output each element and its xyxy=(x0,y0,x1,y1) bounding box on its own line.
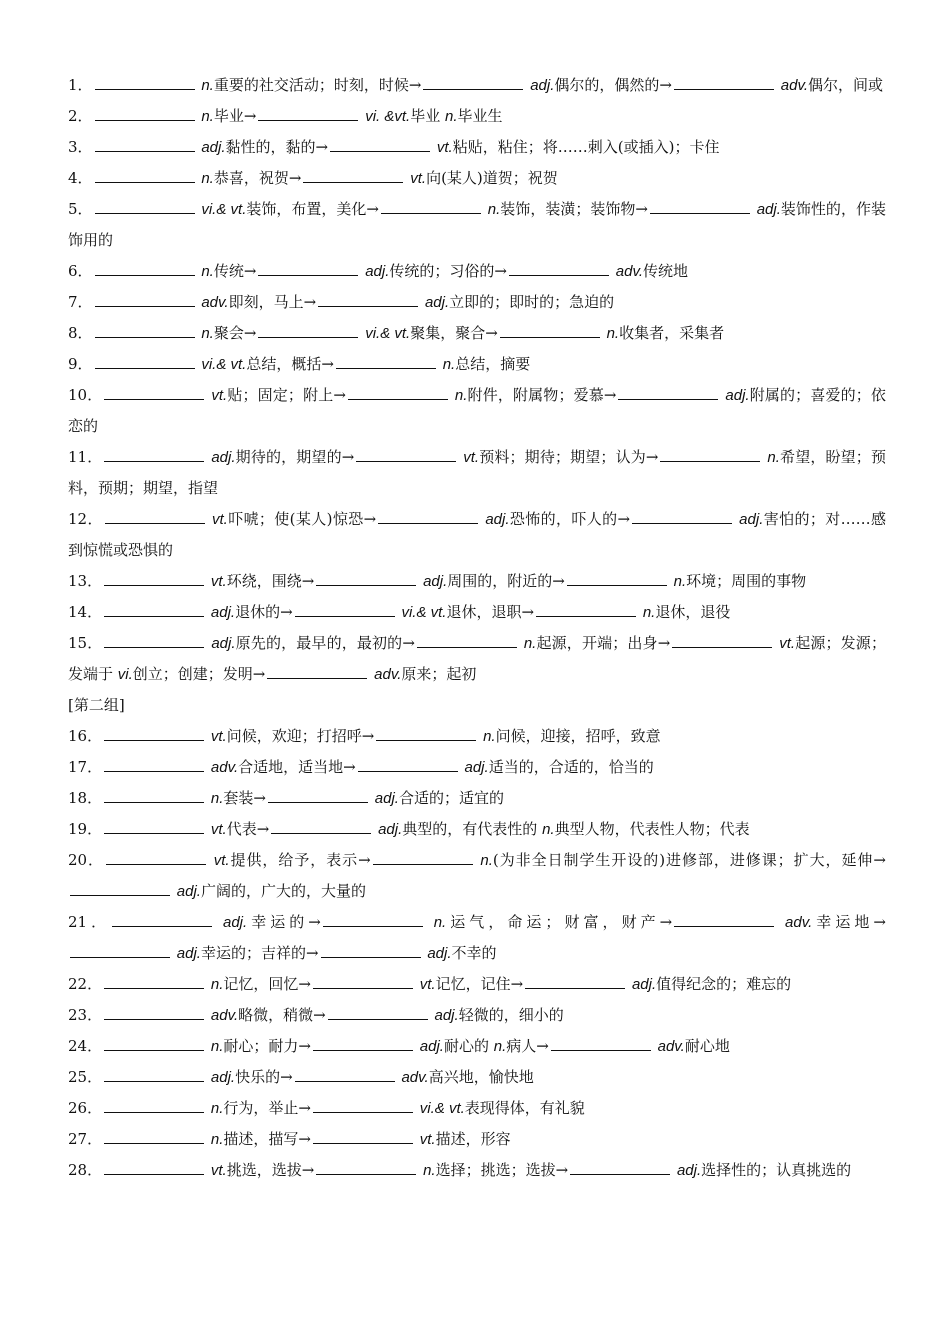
definition-text: 起源，开端；出身→ xyxy=(536,634,671,652)
exercise-item: 16． vt.问候，欢迎；打招呼→ n.问候，迎接，招呼，致意 xyxy=(68,727,661,745)
part-of-speech: adj. xyxy=(725,387,750,404)
answer-blank[interactable] xyxy=(95,199,195,214)
definition-text: 运气，命运；财富，财产→ xyxy=(446,913,673,931)
part-of-speech: adj. xyxy=(176,945,201,962)
definition-text: 周围的，附近的→ xyxy=(447,572,565,590)
answer-blank[interactable] xyxy=(104,819,204,834)
part-of-speech: n. xyxy=(523,635,537,652)
definition-text: 预料；期待；期望；认为→ xyxy=(479,448,659,466)
answer-blank[interactable] xyxy=(313,974,413,989)
exercise-document xyxy=(68,70,886,1186)
definition-text: 聚集，聚合→ xyxy=(410,324,498,342)
exercise-item: 22． n.记忆，回忆→ vt.记忆，记住→ adj.值得纪念的；难忘的 xyxy=(68,975,792,993)
answer-blank[interactable] xyxy=(95,323,195,338)
answer-blank[interactable] xyxy=(313,1098,413,1113)
answer-blank[interactable] xyxy=(318,292,418,307)
part-of-speech: n. xyxy=(493,1038,507,1055)
answer-blank[interactable] xyxy=(567,571,667,586)
part-of-speech: vt. xyxy=(463,449,480,466)
exercise-item: 26． n.行为，举止→ vi.& vt.表现得体，有礼貌 xyxy=(68,1099,585,1117)
part-of-speech: n. xyxy=(201,263,214,280)
answer-blank[interactable] xyxy=(95,354,195,369)
part-of-speech: adj. xyxy=(739,511,764,528)
exercise-item: 11． adj.期待的，期望的→ vt.预料；期待；期望；认为→ n.希望，盼望；预料，预期；期望，指望 xyxy=(68,448,886,497)
answer-blank[interactable] xyxy=(112,912,212,927)
part-of-speech: n. xyxy=(210,1038,224,1055)
exercise-item: 20． vt.提供，给予，表示→ n.(为非全日制学生开设的)进修部，进修课；扩大，延伸→ adj.广阔的，广大的，大量的 xyxy=(68,851,886,900)
part-of-speech: adj. xyxy=(222,914,248,931)
definition-text: 粘贴，粘住；将……刺入(或插入)；卡住 xyxy=(452,138,720,156)
definition-text: 收集者，采集者 xyxy=(619,324,725,342)
exercise-item: 27． n.描述，描写→ vt.描述，形容 xyxy=(68,1130,511,1148)
part-of-speech: n. xyxy=(201,77,214,94)
answer-blank[interactable] xyxy=(330,137,430,152)
answer-blank[interactable] xyxy=(295,602,395,617)
answer-blank[interactable] xyxy=(674,912,774,927)
answer-blank[interactable] xyxy=(373,850,473,865)
definition-text: 不幸的 xyxy=(451,944,497,962)
definition-text: 套装→ xyxy=(223,789,266,807)
definition-text: 值得纪念的；难忘的 xyxy=(656,975,792,993)
definition-text: 装饰，布置，美化→ xyxy=(246,200,379,218)
item-number: 2 xyxy=(68,107,78,125)
answer-blank[interactable] xyxy=(104,1005,204,1020)
part-of-speech: adj. xyxy=(210,604,236,621)
part-of-speech: n. xyxy=(454,387,468,404)
exercise-item: 19． vt.代表→ adj.典型的，有代表性的 n.典型人物，代表性人物；代表 xyxy=(68,820,750,838)
part-of-speech: adv. xyxy=(210,759,239,776)
definition-text: 向(某人)道贺；祝贺 xyxy=(426,169,558,187)
part-of-speech: vi.& vt. xyxy=(365,325,411,342)
definition-text: 传统→ xyxy=(213,262,257,280)
exercise-item: 21． adj.幸运的→ n.运气，命运；财富，财产→ adv.幸运地→ adj.幸运的；吉祥的→ adj.不幸的 xyxy=(68,913,886,962)
part-of-speech: n. xyxy=(445,108,458,125)
definition-text: 问候，欢迎；打招呼→ xyxy=(226,727,375,745)
part-of-speech: n. xyxy=(542,821,555,838)
item-number: 9 xyxy=(68,355,78,373)
part-of-speech: vi.& vt. xyxy=(419,1100,465,1117)
answer-blank[interactable] xyxy=(268,788,368,803)
section-heading: [第二组] xyxy=(68,696,125,714)
definition-text: 即刻，马上→ xyxy=(228,293,317,311)
exercise-item: 15． adj.原先的，最早的，最初的→ n.起源，开端；出身→ vt.起源；发源；发端于 vi.创立；创建；发明→ adv.原来；起初 xyxy=(68,634,886,683)
item-number: 18 xyxy=(68,789,88,807)
answer-blank[interactable] xyxy=(632,509,732,524)
part-of-speech: n. xyxy=(442,356,456,373)
exercise-item: 9． vi.& vt.总结，概括→ n.总结，摘要 xyxy=(68,355,531,373)
exercise-item: 18． n.套装→ adj.合适的；适宜的 xyxy=(68,789,504,807)
answer-blank[interactable] xyxy=(70,943,170,958)
definition-text: 典型的，有代表性的 xyxy=(402,820,543,838)
part-of-speech: n. xyxy=(201,170,214,187)
part-of-speech: adj. xyxy=(756,201,781,218)
answer-blank[interactable] xyxy=(536,602,636,617)
answer-blank[interactable] xyxy=(70,881,170,896)
definition-text: 装饰，装潢；装饰物→ xyxy=(500,200,648,218)
definition-text: 耐心地 xyxy=(684,1037,730,1055)
definition-text: 退休的→ xyxy=(235,603,293,621)
definition-text: 记忆，回忆→ xyxy=(223,975,311,993)
answer-blank[interactable] xyxy=(348,385,448,400)
item-number: 12 xyxy=(68,510,88,528)
part-of-speech: adv. xyxy=(780,77,809,94)
part-of-speech: vt. xyxy=(419,976,436,993)
item-number: 23 xyxy=(68,1006,88,1024)
part-of-speech: adj. xyxy=(434,1007,459,1024)
part-of-speech: n. xyxy=(480,852,493,869)
answer-blank[interactable] xyxy=(674,75,774,90)
part-of-speech: n. xyxy=(606,325,620,342)
definition-text: 害怕的；对……感到惊慌或恐惧的 xyxy=(68,510,886,559)
part-of-speech: adj. xyxy=(378,821,403,838)
definition-text: 贴；固定；附上→ xyxy=(227,386,346,404)
answer-blank[interactable] xyxy=(672,633,772,648)
answer-blank[interactable] xyxy=(104,385,204,400)
answer-blank[interactable] xyxy=(500,323,600,338)
answer-blank[interactable] xyxy=(423,75,523,90)
exercise-item: 1． n.重要的社交活动；时刻，时候→ adj.偶尔的，偶然的→ adv.偶尔，间或 xyxy=(68,76,884,94)
part-of-speech: vt. xyxy=(210,573,227,590)
part-of-speech: n. xyxy=(483,728,496,745)
part-of-speech: adv. xyxy=(657,1038,685,1055)
definition-text: 耐心；耐力→ xyxy=(223,1037,311,1055)
part-of-speech: adj. xyxy=(176,883,201,900)
definition-text: 创立；创建；发明→ xyxy=(132,665,266,683)
definition-text: 描述，形容 xyxy=(435,1130,511,1148)
answer-blank[interactable] xyxy=(313,1036,413,1051)
part-of-speech: adv. xyxy=(201,294,229,311)
definition-text: 聚会→ xyxy=(213,324,257,342)
exercise-item: 7． adv.即刻，马上→ adj.立即的；即时的；急迫的 xyxy=(68,293,615,311)
part-of-speech: adj. xyxy=(676,1162,702,1179)
definition-text: 提供，给予，表示→ xyxy=(229,851,371,869)
definition-text: 总结，摘要 xyxy=(455,355,531,373)
definition-text: 装饰性的，作装饰用的 xyxy=(68,200,886,249)
answer-blank[interactable] xyxy=(258,261,358,276)
part-of-speech: adj. xyxy=(374,790,399,807)
answer-blank[interactable] xyxy=(650,199,750,214)
definition-text: 快乐的→ xyxy=(235,1068,293,1086)
definition-text: 传统的；习俗的→ xyxy=(389,262,507,280)
definition-text: 记忆，记住→ xyxy=(435,975,524,993)
definition-text: 合适地，适当地→ xyxy=(238,758,356,776)
definition-text: 黏性的，黏的→ xyxy=(225,138,329,156)
answer-blank[interactable] xyxy=(313,1129,413,1144)
definition-text: 恭喜，祝贺→ xyxy=(213,169,302,187)
definition-text: (为非全日制学生开设的)进修部，进修课；扩大，延伸→ xyxy=(492,851,886,869)
answer-blank[interactable] xyxy=(104,1036,204,1051)
answer-blank[interactable] xyxy=(104,1160,204,1175)
definition-text: 适当的，合适的，恰当的 xyxy=(488,758,654,776)
part-of-speech: adv. xyxy=(210,1007,239,1024)
item-number: 16 xyxy=(68,727,88,745)
answer-blank[interactable] xyxy=(358,757,458,772)
definition-text: 环绕，围绕→ xyxy=(226,572,315,590)
answer-blank[interactable] xyxy=(336,354,436,369)
item-number: 27 xyxy=(68,1130,88,1148)
item-number: 28 xyxy=(68,1161,88,1179)
part-of-speech: vt. xyxy=(419,1131,436,1148)
item-number: 25 xyxy=(68,1068,88,1086)
part-of-speech: n. xyxy=(201,325,214,342)
definition-text: 传统地 xyxy=(643,262,689,280)
definition-text: 退休，退职→ xyxy=(446,603,535,621)
part-of-speech: vi. xyxy=(117,666,133,683)
answer-blank[interactable] xyxy=(525,974,625,989)
definition-text: 希望，盼望；预料，预期；期望，指望 xyxy=(68,448,886,497)
part-of-speech: adj. xyxy=(423,573,448,590)
item-number: 19 xyxy=(68,820,88,838)
answer-blank[interactable] xyxy=(104,1098,204,1113)
part-of-speech: n. xyxy=(210,1131,224,1148)
part-of-speech: adj. xyxy=(485,511,510,528)
definition-text: 吓唬；使(某人)惊恐→ xyxy=(227,510,377,528)
answer-blank[interactable] xyxy=(551,1036,651,1051)
part-of-speech: adj. xyxy=(365,263,390,280)
item-number: 1 xyxy=(68,76,78,94)
part-of-speech: adv. xyxy=(785,914,813,931)
answer-blank[interactable] xyxy=(271,819,371,834)
exercise-item: 5． vi.& vt.装饰，布置，美化→ n.装饰，装潢；装饰物→ adj.装饰性的，作装饰用的 xyxy=(68,200,886,249)
answer-blank[interactable] xyxy=(104,757,204,772)
exercise-item: 17． adv.合适地，适当地→ adj.适当的，合适的，恰当的 xyxy=(68,758,654,776)
definition-text: 原来；起初 xyxy=(401,665,477,683)
item-number: 14 xyxy=(68,603,88,621)
item-number: 20 xyxy=(68,851,88,869)
definition-text: 毕业→ xyxy=(213,107,257,125)
part-of-speech: vt. xyxy=(211,387,228,404)
definition-text: 选择；挑选；选拔→ xyxy=(435,1161,569,1179)
answer-blank[interactable] xyxy=(417,633,517,648)
exercise-item: 24． n.耐心；耐力→ adj.耐心的 n.病人→ adv.耐心地 xyxy=(68,1037,730,1055)
part-of-speech: vt. xyxy=(213,852,230,869)
part-of-speech: n. xyxy=(487,201,501,218)
part-of-speech: vt. xyxy=(210,821,227,838)
answer-blank[interactable] xyxy=(104,602,204,617)
definition-text: 毕业生 xyxy=(457,107,503,125)
part-of-speech: adj. xyxy=(211,449,236,466)
answer-blank[interactable] xyxy=(104,1129,204,1144)
answer-blank[interactable] xyxy=(95,292,195,307)
answer-blank[interactable] xyxy=(95,137,195,152)
part-of-speech: vt. xyxy=(211,511,228,528)
item-number: 11 xyxy=(68,448,88,466)
item-number: 24 xyxy=(68,1037,88,1055)
answer-blank[interactable] xyxy=(376,726,476,741)
part-of-speech: vt. xyxy=(779,635,796,652)
part-of-speech: n. xyxy=(433,914,447,931)
part-of-speech: n. xyxy=(642,604,656,621)
answer-blank[interactable] xyxy=(356,447,456,462)
part-of-speech: adj. xyxy=(210,1069,236,1086)
answer-blank[interactable] xyxy=(303,168,403,183)
part-of-speech: adj. xyxy=(530,77,555,94)
part-of-speech: n. xyxy=(210,976,224,993)
answer-blank[interactable] xyxy=(316,1160,416,1175)
part-of-speech: vi.& vt. xyxy=(201,356,247,373)
answer-blank[interactable] xyxy=(95,168,195,183)
definition-text: 幸运的→ xyxy=(247,913,321,931)
answer-blank[interactable] xyxy=(104,974,204,989)
answer-blank[interactable] xyxy=(618,385,718,400)
part-of-speech: n. xyxy=(673,573,687,590)
part-of-speech: vt. xyxy=(210,1162,227,1179)
part-of-speech: n. xyxy=(767,449,780,466)
definition-text: 描述，描写→ xyxy=(223,1130,311,1148)
definition-text: 偶尔，间或 xyxy=(808,76,884,94)
definition-text: 选择性的；认真挑选的 xyxy=(701,1161,852,1179)
part-of-speech: adj. xyxy=(211,635,236,652)
definition-text: 偶尔的，偶然的→ xyxy=(554,76,672,94)
exercise-item: 4． n.恭喜，祝贺→ vt.向(某人)道贺；祝贺 xyxy=(68,169,558,187)
answer-blank[interactable] xyxy=(104,1067,204,1082)
answer-blank[interactable] xyxy=(378,509,478,524)
exercise-item: 6． n.传统→ adj.传统的；习俗的→ adv.传统地 xyxy=(68,262,689,280)
part-of-speech: adv. xyxy=(401,1069,429,1086)
definition-text: 恐怖的，吓人的→ xyxy=(509,510,631,528)
part-of-speech: vi.& vt. xyxy=(401,604,447,621)
item-number: 17 xyxy=(68,758,88,776)
answer-blank[interactable] xyxy=(95,261,195,276)
answer-blank[interactable] xyxy=(570,1160,670,1175)
part-of-speech: n. xyxy=(201,108,214,125)
part-of-speech: n. xyxy=(423,1162,436,1179)
definition-text: 总结，概括→ xyxy=(246,355,334,373)
exercise-item: 3． adj.黏性的，黏的→ vt.粘贴，粘住；将……刺入(或插入)；卡住 xyxy=(68,138,720,156)
definition-text: 问候，迎接，招呼，致意 xyxy=(495,727,661,745)
item-number: 6 xyxy=(68,262,78,280)
definition-text: 挑选，选拔→ xyxy=(226,1161,315,1179)
exercise-item: 25． adj.快乐的→ adv.高兴地，愉快地 xyxy=(68,1068,534,1086)
answer-blank[interactable] xyxy=(381,199,481,214)
item-number: 15 xyxy=(68,634,88,652)
answer-blank[interactable] xyxy=(323,912,423,927)
definition-text: 高兴地，愉快地 xyxy=(428,1068,534,1086)
part-of-speech: adj. xyxy=(631,976,657,993)
exercise-item: 8． n.聚会→ vi.& vt.聚集，聚合→ n.收集者，采集者 xyxy=(68,324,725,342)
item-number: 7 xyxy=(68,293,78,311)
answer-blank[interactable] xyxy=(104,633,204,648)
part-of-speech: n. xyxy=(210,790,224,807)
definition-text: 立即的；即时的；急迫的 xyxy=(449,293,615,311)
part-of-speech: vt. xyxy=(436,139,453,156)
answer-blank[interactable] xyxy=(104,571,204,586)
definition-text: 略微，稍微→ xyxy=(238,1006,326,1024)
item-number: 13 xyxy=(68,572,88,590)
answer-blank[interactable] xyxy=(105,509,205,524)
definition-text: 典型人物，代表性人物；代表 xyxy=(554,820,750,838)
answer-blank[interactable] xyxy=(104,447,204,462)
item-number: 5 xyxy=(68,200,78,218)
part-of-speech: vt. xyxy=(410,170,427,187)
answer-blank[interactable] xyxy=(509,261,609,276)
answer-blank[interactable] xyxy=(267,664,367,679)
exercise-item: 23． adv.略微，稍微→ adj.轻微的，细小的 xyxy=(68,1006,564,1024)
definition-text: 广阔的，广大的，大量的 xyxy=(200,882,366,900)
definition-text: 幸运地→ xyxy=(812,913,886,931)
item-number: 3 xyxy=(68,138,78,156)
item-number: 21 xyxy=(68,913,88,931)
definition-text: 附件，附属物；爱慕→ xyxy=(467,386,617,404)
answer-blank[interactable] xyxy=(316,571,416,586)
item-number: 22 xyxy=(68,975,88,993)
answer-blank[interactable] xyxy=(104,726,204,741)
part-of-speech: n. xyxy=(210,1100,224,1117)
item-number: 4 xyxy=(68,169,78,187)
part-of-speech: adv. xyxy=(374,666,402,683)
answer-blank[interactable] xyxy=(660,447,760,462)
part-of-speech: vi.& vt. xyxy=(201,201,247,218)
answer-blank[interactable] xyxy=(258,106,358,121)
definition-text: 耐心的 xyxy=(443,1037,494,1055)
definition-text: 代表→ xyxy=(226,820,270,838)
part-of-speech: adj. xyxy=(464,759,489,776)
definition-text: 环境；周围的事物 xyxy=(686,572,807,590)
part-of-speech: adv. xyxy=(615,263,644,280)
definition-text: 表现得体，有礼貌 xyxy=(464,1099,585,1117)
definition-text: 病人→ xyxy=(506,1037,549,1055)
definition-text: 起源；发源；发端于 xyxy=(68,634,886,683)
item-number: 26 xyxy=(68,1099,88,1117)
part-of-speech: adj. xyxy=(419,1038,444,1055)
part-of-speech: vi. &vt. xyxy=(365,108,411,125)
definition-text: 轻微的，细小的 xyxy=(458,1006,564,1024)
part-of-speech: vt. xyxy=(210,728,227,745)
exercise-item: 12． vt.吓唬；使(某人)惊恐→ adj.恐怖的，吓人的→ adj.害怕的；对……感到惊慌或恐惧的 xyxy=(68,510,886,559)
exercise-item: 2． n.毕业→ vi. &vt.毕业 n.毕业生 xyxy=(68,107,503,125)
answer-blank[interactable] xyxy=(104,788,204,803)
exercise-item: 10． vt.贴；固定；附上→ n.附件，附属物；爱慕→ adj.附属的；喜爱的；依恋的 xyxy=(68,386,886,435)
item-number: 8 xyxy=(68,324,78,342)
definition-text: 期待的，期望的→ xyxy=(235,448,355,466)
definition-text: 重要的社交活动；时刻，时候→ xyxy=(213,76,422,94)
answer-blank[interactable] xyxy=(258,323,358,338)
answer-blank[interactable] xyxy=(321,943,421,958)
definition-text: 行为，举止→ xyxy=(223,1099,311,1117)
answer-blank[interactable] xyxy=(95,106,195,121)
exercise-item: 14． adj.退休的→ vi.& vt.退休，退职→ n.退休，退役 xyxy=(68,603,731,621)
definition-text: 幸运的；吉祥的→ xyxy=(200,944,319,962)
answer-blank[interactable] xyxy=(328,1005,428,1020)
exercise-item: 28． vt.挑选，选拔→ n.选择；挑选；选拔→ adj.选择性的；认真挑选的 xyxy=(68,1161,852,1179)
definition-text: 原先的，最早的，最初的→ xyxy=(235,634,415,652)
answer-blank[interactable] xyxy=(295,1067,395,1082)
answer-blank[interactable] xyxy=(106,850,206,865)
part-of-speech: adj. xyxy=(427,945,452,962)
definition-text: 附属的；喜爱的；依恋的 xyxy=(68,386,886,435)
definition-text: 退休，退役 xyxy=(655,603,731,621)
definition-text: 毕业 xyxy=(410,107,446,125)
part-of-speech: adj. xyxy=(424,294,450,311)
exercise-item: 13． vt.环绕，围绕→ adj.周围的，附近的→ n.环境；周围的事物 xyxy=(68,572,807,590)
answer-blank[interactable] xyxy=(95,75,195,90)
part-of-speech: adj. xyxy=(201,139,226,156)
item-number: 10 xyxy=(68,386,88,404)
definition-text: 合适的；适宜的 xyxy=(398,789,504,807)
